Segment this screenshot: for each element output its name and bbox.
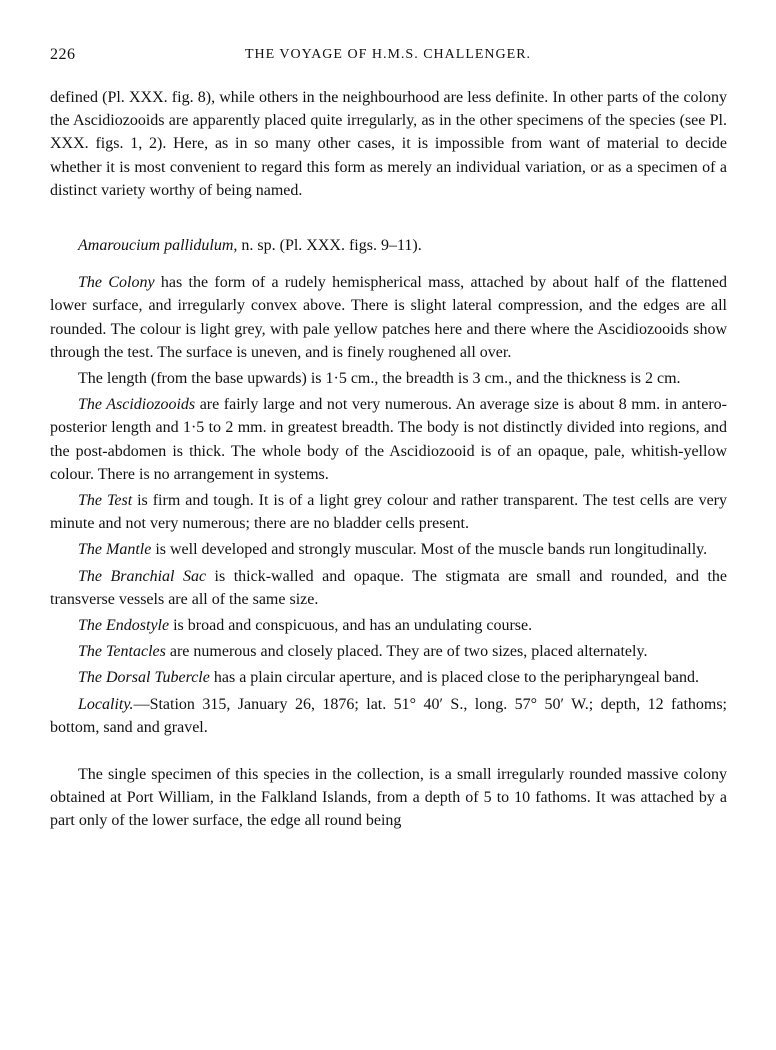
paragraph-endostyle bbox=[50, 614, 727, 637]
species-heading bbox=[50, 234, 727, 257]
text-mantle: is well developed and strongly muscular. Most of the muscle bands run longitudinally. bbox=[151, 541, 708, 559]
species-name: Amaroucium pallidulum, bbox=[78, 237, 238, 255]
page-number: 226 bbox=[50, 46, 76, 63]
text-colony: has the form of a rudely hemispherical mass, attached by about half of the flattened lower surface, and irregularly convex above. There is slight lateral compression, and the edges are all rounded. The colour is light grey, with pale yellow patches here and there where the Ascidiozooids show through the test. The surface is uneven, and is finely roughened all over. bbox=[50, 274, 727, 361]
term-colony: The Colony bbox=[78, 274, 155, 292]
paragraph-specimen: The single specimen of this species in the collection, is a small irregularly rounded massive colony obtained at Port William, in the Falkland Islands, from a depth of 5 to 10 fathoms. It was attached by a part only of the lower surface, the edge all round being bbox=[50, 766, 727, 830]
paragraph-continuation: defined (Pl. XXX. fig. 8), while others in the neighbourhood are less definite. In other parts of the colony the Ascidiozooids are apparently placed quite irregularly, as in the other specimens of the species (see Pl. XXX. figs. 1, 2). Here, as in so many other cases, it is impossible from want of material to decide whether it is most convenient to regard this form as merely an individual variation, or as a specimen of a distinct variety worthy of being named. bbox=[50, 89, 727, 199]
paragraph-ascidiozooids bbox=[50, 393, 727, 486]
running-title: THE VOYAGE OF H.M.S. CHALLENGER. bbox=[244, 47, 532, 62]
running-header bbox=[50, 46, 726, 66]
text-endostyle: is broad and conspicuous, and has an undulating course. bbox=[169, 617, 533, 635]
term-ascidiozooids: The Ascidiozooids bbox=[78, 396, 196, 414]
paragraph-dorsal-tubercle bbox=[50, 666, 727, 689]
text-tentacles: are numerous and closely placed. They are of two sizes, placed alternately. bbox=[165, 643, 648, 661]
paragraph-length: The length (from the base upwards) is 1·5 cm., the breadth is 3 cm., and the thickness is 2 cm. bbox=[78, 370, 681, 388]
paragraph-branchial-sac bbox=[50, 565, 727, 611]
species-reference: n. sp. (Pl. XXX. figs. 9–11). bbox=[237, 237, 422, 255]
term-endostyle: The Endostyle bbox=[78, 617, 170, 635]
text-locality: —Station 315, January 26, 1876; lat. 51° 40′ S., long. 57° 50′ W.; depth, 12 fathoms; bottom, sand and gravel. bbox=[50, 695, 727, 736]
term-tentacles: The Tentacles bbox=[78, 643, 166, 661]
paragraph-colony bbox=[50, 271, 727, 364]
paragraph-tentacles bbox=[50, 640, 727, 663]
text-test: is firm and tough. It is of a light grey colour and rather transparent. The test cells are very minute and not very numerous; there are no bladder cells present. bbox=[50, 492, 727, 533]
text-dorsal-tubercle: has a plain circular aperture, and is placed close to the peripharyngeal band. bbox=[209, 669, 699, 687]
paragraph-test bbox=[50, 489, 727, 535]
term-locality: Locality. bbox=[78, 695, 134, 713]
text-branchial-sac: is thick-walled and opaque. The stigmata are small and rounded, and the transverse vessels are all of the same size. bbox=[50, 567, 727, 608]
term-mantle: The Mantle bbox=[78, 541, 152, 559]
paragraph-locality bbox=[50, 693, 727, 739]
text-body bbox=[50, 86, 727, 833]
term-test: The Test bbox=[78, 492, 133, 510]
paragraph-mantle bbox=[50, 538, 727, 561]
term-branchial-sac: The Branchial Sac bbox=[78, 567, 207, 585]
term-dorsal-tubercle: The Dorsal Tubercle bbox=[78, 669, 210, 687]
text-ascidiozooids: are fairly large and not very numerous. An average size is about 8 mm. in antero-posterior length and 1·5 to 2 mm. in greatest breadth. The body is not distinctly divided into regions, and the post-abdomen is thick. The whole body of the Ascidiozooid is of an opaque, pale, whitish-yellow colour. There is no arrangement in systems. bbox=[50, 396, 727, 483]
